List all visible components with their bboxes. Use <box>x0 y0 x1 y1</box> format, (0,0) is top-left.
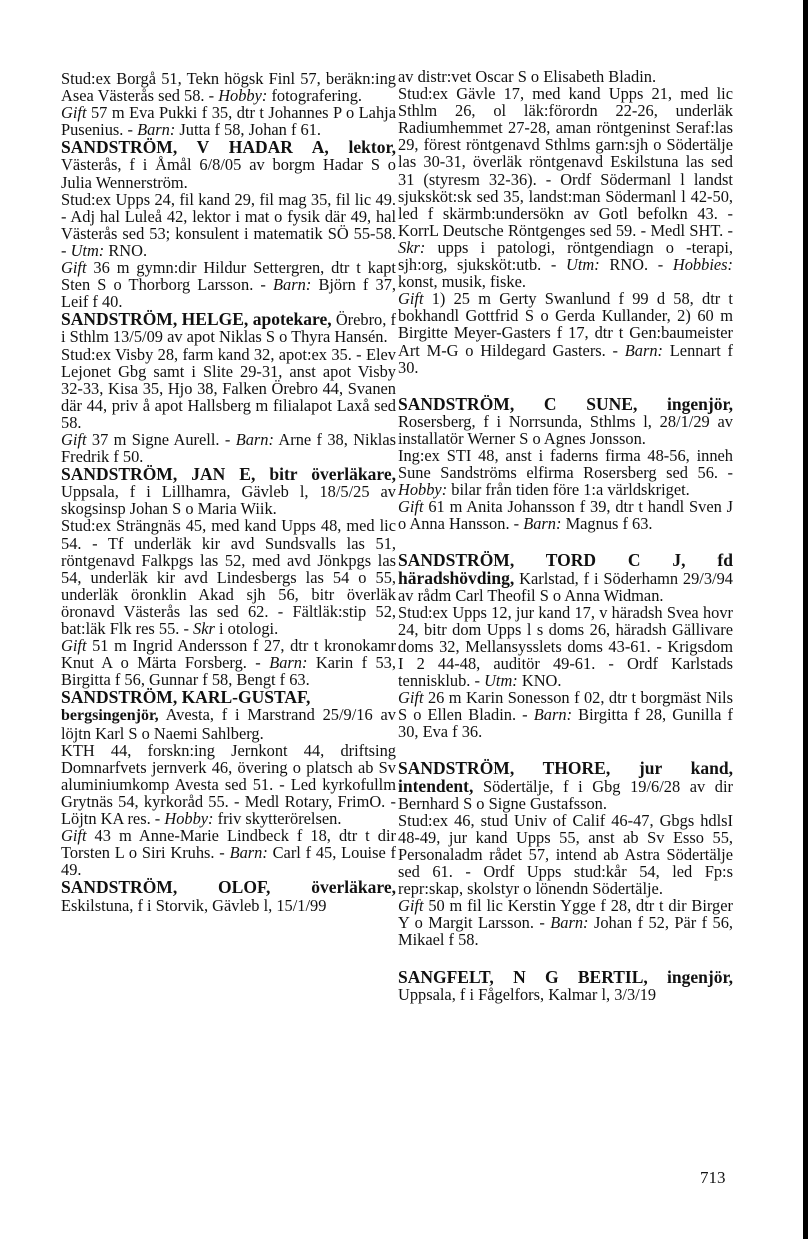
entry-family: Gift 61 m Anita Johansson f 39, dtr t handl Sven J o Anna Hansson. - Barn: Magnus f 63. <box>398 497 733 534</box>
right-column <box>398 68 733 1004</box>
entry-sandstrom-hadar <box>61 139 396 310</box>
entry-intro: SANDSTRÖM, JAN E, bitr överläkare, Uppsala, f i Lillhamra, Gävleb l, 18/5/25 av skogsinsp Johan S o Maria Wiik. <box>61 464 396 519</box>
entry-intro: av distr:vet Oscar S o Elisabeth Bladin. <box>398 67 657 86</box>
page-number: 713 <box>700 1168 726 1187</box>
entry-sandstrom-helge <box>61 311 396 465</box>
entry-heading: SANDSTRÖM, OLOF, överläkare, <box>61 877 396 898</box>
entry-family: Gift 50 m fil lic Kerstin Ygge f 28, dtr t dir Birger Y o Margit Larsson. - Barn: Johan f 52, Pär f 56, Mikael f 58. <box>398 896 733 950</box>
entry-heading: SANDSTRÖM, V HADAR A, lektor, <box>61 137 396 158</box>
entry-paragraph: Stud:ex Visby 28, farm kand 32, apot:ex 35. - Elev Lejonet Gbg samt i Slite 29-31, anst apot Visby 32-33, Kisa 35, Hjo 38, Falken Örebro 44, Svanen där 44, priv å apot Hallsberg m filialapot Laxå sed 58. <box>61 344 396 432</box>
entry-family: Gift 36 m gymn:dir Hildur Settergren, dtr t kapt Sten S o Thorborg Larsson. - Barn: Björn f 37, Leif f 40. <box>61 258 396 312</box>
entry-family: Gift 51 m Ingrid Andersson f 27, dtr t kronokamr Knut A o Märta Forsberg. - Barn: Karin f 53, Birgitta f 56, Gunnar f 58, Bengt f 63. <box>61 636 396 690</box>
entry-family: Gift 26 m Karin Sonesson f 02, dtr t borgmäst Nils S o Ellen Bladin. - Barn: Birgitta f 28, Gunilla f 30, Eva f 36. <box>398 688 733 742</box>
entry-sandstrom-thore <box>398 760 733 948</box>
entry-sandstrom-sune <box>398 393 733 534</box>
entry-family: Gift 43 m Anne-Marie Lindbeck f 18, dtr t dir Torsten L o Siri Kruhs. - Barn: Carl f 45, Louise f 49. <box>61 826 396 880</box>
entry-paragraph: KTH 44, forskn:ing Jernkont 44, driftsing Domnarfvets jernverk 46, övering o platsch ab Sv aluminiumkomp Avesta sed 51. - Led kyrkofullm Grytnäs 54, kyrkoråd 55. - Medl Rotary, FrimO. - Löjtn KA res. - Hobby: friv skytterörelsen. <box>61 740 396 829</box>
entry-intro: SANDSTRÖM, V HADAR A, lektor, Västerås, f i Åmål 6/8/05 av borgm Hadar S o Julia Wennerström. <box>61 137 396 192</box>
entry-sandstrom-karl-gustaf <box>61 689 396 878</box>
entry-intro: SANDSTRÖM, HELGE, apotekare, Örebro, f i Sthlm 13/5/09 av apot Niklas S o Thyra Hansén. <box>61 309 396 347</box>
entry-intro: SANDSTRÖM, THORE, jur kand, intendent, Södertälje, f i Gbg 19/6/28 av dir Bernhard S o Signe Gustafsson. <box>398 758 733 813</box>
entry-family: Gift 37 m Signe Aurell. - Barn: Arne f 38, Niklas Fredrik f 50. <box>61 429 397 467</box>
entry-paragraph: Stud:ex Upps 12, jur kand 17, v häradsh Svea hovr 24, bitr dom Upps l s doms 26, häradsh Gällivare doms 32, Mellansysslets doms 43-61. - Krigsdom I 2 44-48, auditör 49-61. - Ordf Karlstads tennisklub. - Utm: KNO. <box>398 602 733 691</box>
entry-heading: SANDSTRÖM, JAN E, bitr överläkare, <box>61 464 396 485</box>
entry-intro: SANDSTRÖM, KARL-GUSTAF, bergsingenjör, Avesta, f i Marstrand 25/9/16 av löjtn Karl S o Naemi Sahlberg. <box>61 687 396 743</box>
entry-family: Gift 57 m Eva Pukki f 35, dtr t Johannes P o Lahja Pusenius. - Barn: Jutta f 58, Johan f 61. <box>61 103 396 140</box>
entry-heading: SANDSTRÖM, HELGE, apotekare, <box>61 309 332 330</box>
entry-intro: SANDSTRÖM, TORD C J, fd häradshövding, Karlstad, f i Söderhamn 29/3/94 av rådm Carl Theofil S o Anna Widman. <box>398 550 734 605</box>
entry-continued <box>61 70 396 138</box>
entry-intro: SANDSTRÖM, C SUNE, ingenjör, Rosersberg, f i Norrsunda, Sthlms l, 28/1/29 av installatör Werner S o Agnes Jonsson. <box>398 393 733 448</box>
entry-paragraph: Stud:ex 46, stud Univ of Calif 46-47, Gbgs hdlsI 48-49, jur kand Upps 55, anst ab Sv Esso 55, Personaladm rådet 57, intend ab Astra Södertälje sed 61. - Ordf Upps stud:kår 54, led Fp:s repr:skap, skolstyr o lönendn Södertälje. <box>398 810 733 899</box>
entry-intro: SANDSTRÖM, OLOF, överläkare, Eskilstuna, f i Storvik, Gävleb l, 15/1/99 <box>61 877 396 915</box>
entry-heading: SANDSTRÖM, C SUNE, ingenjör, <box>398 393 733 414</box>
entry-sandstrom-tord <box>398 552 733 740</box>
entry-sangfelt-bertil <box>398 966 733 1004</box>
left-column <box>61 70 396 915</box>
entry-heading: SANDSTRÖM, THORE, jur kand, intendent, <box>398 758 733 796</box>
entry-paragraph: Stud:ex Gävle 17, med kand Upps 21, med lic Sthlm 26, ol läk:förordn 22-26, underläk Radiumhemmet 27-28, aman röntgeninst Seraf:las 29, förest röntgenavd Sthlms garn:sjh o Södertälje las 30-31, överläk röntgenavd Eskilstuna las sed 31 (styresm 32-36). - Ordf Södermanl l landst sjuksköt:sk sed 35, landst:man Södermanl l 42-50, led f skärmb:undersökn av Gotl befolkn 43. - KorrL Deutsche Röntgenges sed 59. - Medl SHT. - Skr: upps i patologi, röntgendiagn o -terapi, sjh:org, sjuksköt:utb. - Utm: RNO. - Hobbies: konst, musik, fiske. <box>398 84 733 292</box>
entry-heading: SANDSTRÖM, KARL-GUSTAF, <box>61 687 311 708</box>
entry-paragraph: Ing:ex STI 48, anst i faderns firma 48-56, inneh Sune Sandströms elfirma Rosersberg sed 56. - Hobby: bilar från tiden före 1:a världskriget. <box>398 445 733 500</box>
entry-family: Gift 1) 25 m Gerty Swanlund f 99 d 58, dtr t bokhandl Gottfrid S o Gerda Kullander, 2) 60 m Birgitte Meyer-Gasters f 17, dtr t Gen:baumeister Art M-G o Hildegard Gasters. - Barn: Lennart f 30. <box>398 289 733 377</box>
entry-sandstrom-olof-continued <box>398 68 733 376</box>
entry-heading: SANDSTRÖM, TORD C J, fd häradshövding, <box>398 550 733 588</box>
entry-sandstrom-jan <box>61 466 396 688</box>
entry-intro: SANGFELT, N G BERTIL, ingenjör, Uppsala, f i Fågelfors, Kalmar l, 3/3/19 <box>398 966 733 1004</box>
entry-paragraph: Stud:ex Upps 24, fil kand 29, fil mag 35, fil lic 49. - Adj hal Luleå 42, lektor i mat o fysik där 49, hal Västerås sed 53; konsulent i matematik SÖ 55-58. - Utm: RNO. <box>61 189 396 260</box>
entry-heading: SANGFELT, N G BERTIL, ingenjör, <box>398 966 733 987</box>
entry-paragraph: Stud:ex Strängnäs 45, med kand Upps 48, med lic 54. - Tf underläk kir avd Sundsvalls las 51, röntgenavd Falkpgs las 52, med avd Jönkpgs las 54, underläk kir avd Lindesbergs las 54 o 55, underläk öronklin Akad sjh 56, bitr överläk öronavd Västerås las sed 62. - Fältläk:stip 52, bat:läk Flk res 55. - Skr i otologi. <box>61 516 396 638</box>
entry-sandstrom-olof <box>61 879 396 913</box>
entry-paragraph: Stud:ex Borgå 51, Tekn högsk Finl 57, beräkn:ing Asea Västerås sed 58. - Hobby: fotografering. <box>61 69 396 106</box>
